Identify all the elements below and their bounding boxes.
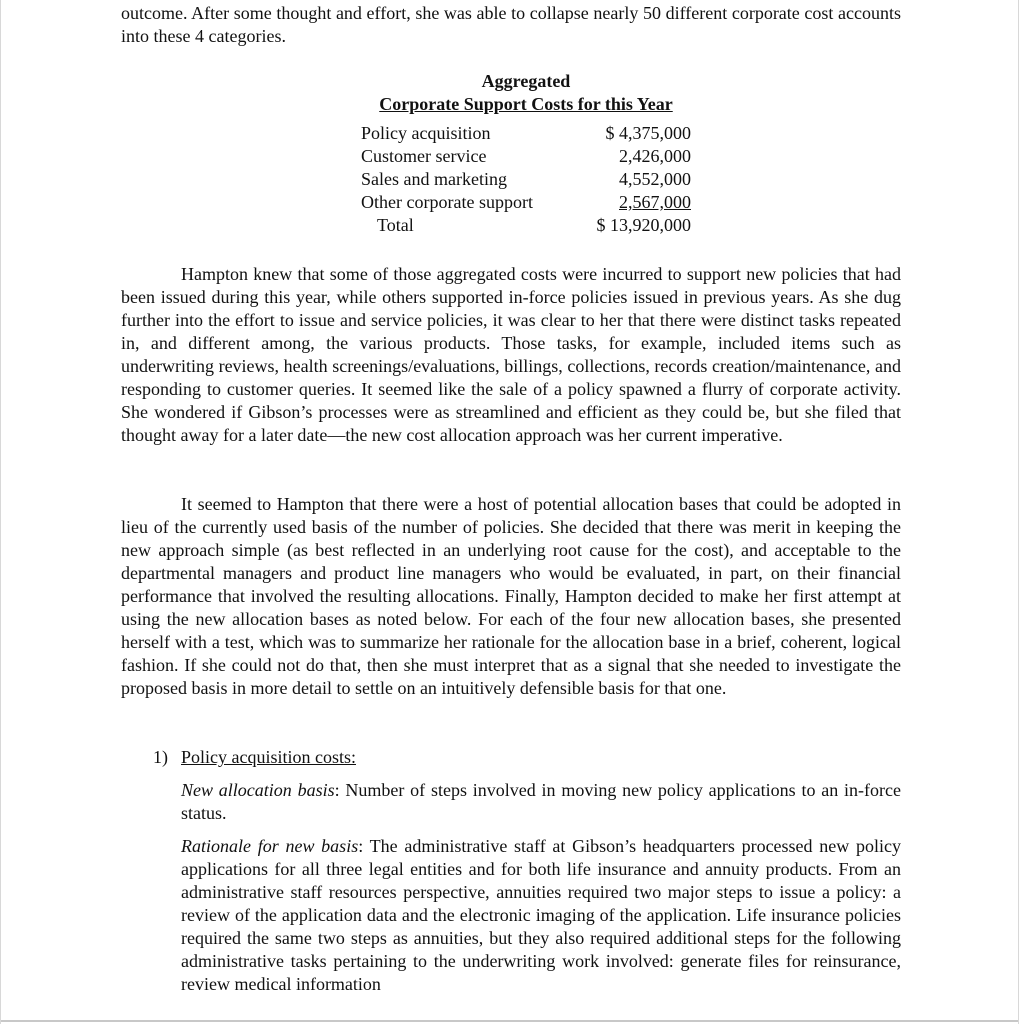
total-value: $ 13,920,000 <box>596 215 691 235</box>
basis-label: New allocation basis <box>181 780 335 800</box>
total-label: Total <box>377 215 414 235</box>
item-1-rationale <box>181 835 901 996</box>
paragraph-allocation-bases <box>121 493 901 700</box>
rationale-text: : The administrative staff at Gibson’s headquarters processed new policy applications for all three legal entities and for both life insurance and annuity products. From an administrative staff resources perspective, annuities required two major steps to issue a policy: a review of the application data and the electronic imaging of the application. Life insurance policies required the same two steps as annuities, but they also required additional steps for the following administrative tasks pertaining to the underwriting work involved: generate files for reinsurance, review medical information <box>181 836 901 994</box>
row-label: Sales and marketing <box>361 169 507 189</box>
row-value: $ 4,375,000 <box>605 123 691 143</box>
basis-text: : Number of steps involved in moving new policy applications to an in-force status. <box>181 780 901 823</box>
table-heading-corporate-support: Corporate Support Costs for this Year <box>379 94 673 114</box>
paragraph-hampton-knew <box>121 263 901 447</box>
table-heading-aggregated: Aggregated <box>481 71 571 91</box>
item-title: Policy acquisition costs: <box>181 747 356 767</box>
table-total-row <box>361 214 691 237</box>
row-label: Policy acquisition <box>361 123 491 143</box>
table-row <box>361 145 691 168</box>
item-number: 1) <box>153 747 168 767</box>
paragraph-text: It seemed to Hampton that there were a host of potential allocation bases that could be adopted in lieu of the currently used basis of the number of policies. She decided that there was merit in keeping the new approach simple (as best reflected in an underlying root cause for the cost), and acceptable to the departmental managers and product line managers who would be evaluated, in part, on their financial performance that involved the resulting allocations. Finally, Hampton decided to make her first attempt at using the new allocation bases as noted below. For each of the four new allocation bases, she presented herself with a test, which was to summarize her rationale for the allocation base in a brief, coherent, logical fashion. If she could not do that, then she must interpret that as a signal that she needed to investigate the proposed basis in more detail to settle on an intuitively defensible basis for that one. <box>121 494 901 698</box>
row-label: Customer service <box>361 146 487 166</box>
row-value: 2,426,000 <box>619 146 691 166</box>
table-row <box>361 191 691 214</box>
row-value: 2,567,000 <box>619 192 691 212</box>
cost-table <box>361 70 691 237</box>
paragraph-text: Hampton knew that some of those aggregated costs were incurred to support new policies that had been issued during this year, while others supported in-force policies issued in previous years. As she dug further into the effort to issue and service policies, it was clear to her that there were distinct tasks repeated in, and different among, the various products. Those tasks, for example, included items such as underwriting reviews, health screenings/evaluations, billings, collections, records creation/maintenance, and responding to customer queries. It seemed like the sale of a policy spawned a flurry of corporate activity. She wondered if Gibson’s processes were as streamlined and efficient as they could be, but she filed that thought away for a later date—the new cost allocation approach was her current imperative. <box>121 264 901 445</box>
row-label: Other corporate support <box>361 192 533 212</box>
page-bottom-edge <box>1 1020 1018 1022</box>
item-1-basis <box>181 779 901 825</box>
table-row <box>361 122 691 145</box>
rationale-label: Rationale for new basis <box>181 836 359 856</box>
intro-paragraph: outcome. After some thought and effort, she was able to collapse nearly 50 different corporate cost accounts into these 4 categories. <box>121 3 901 46</box>
item-1-heading <box>153 746 356 769</box>
row-value: 4,552,000 <box>619 169 691 189</box>
table-row <box>361 168 691 191</box>
